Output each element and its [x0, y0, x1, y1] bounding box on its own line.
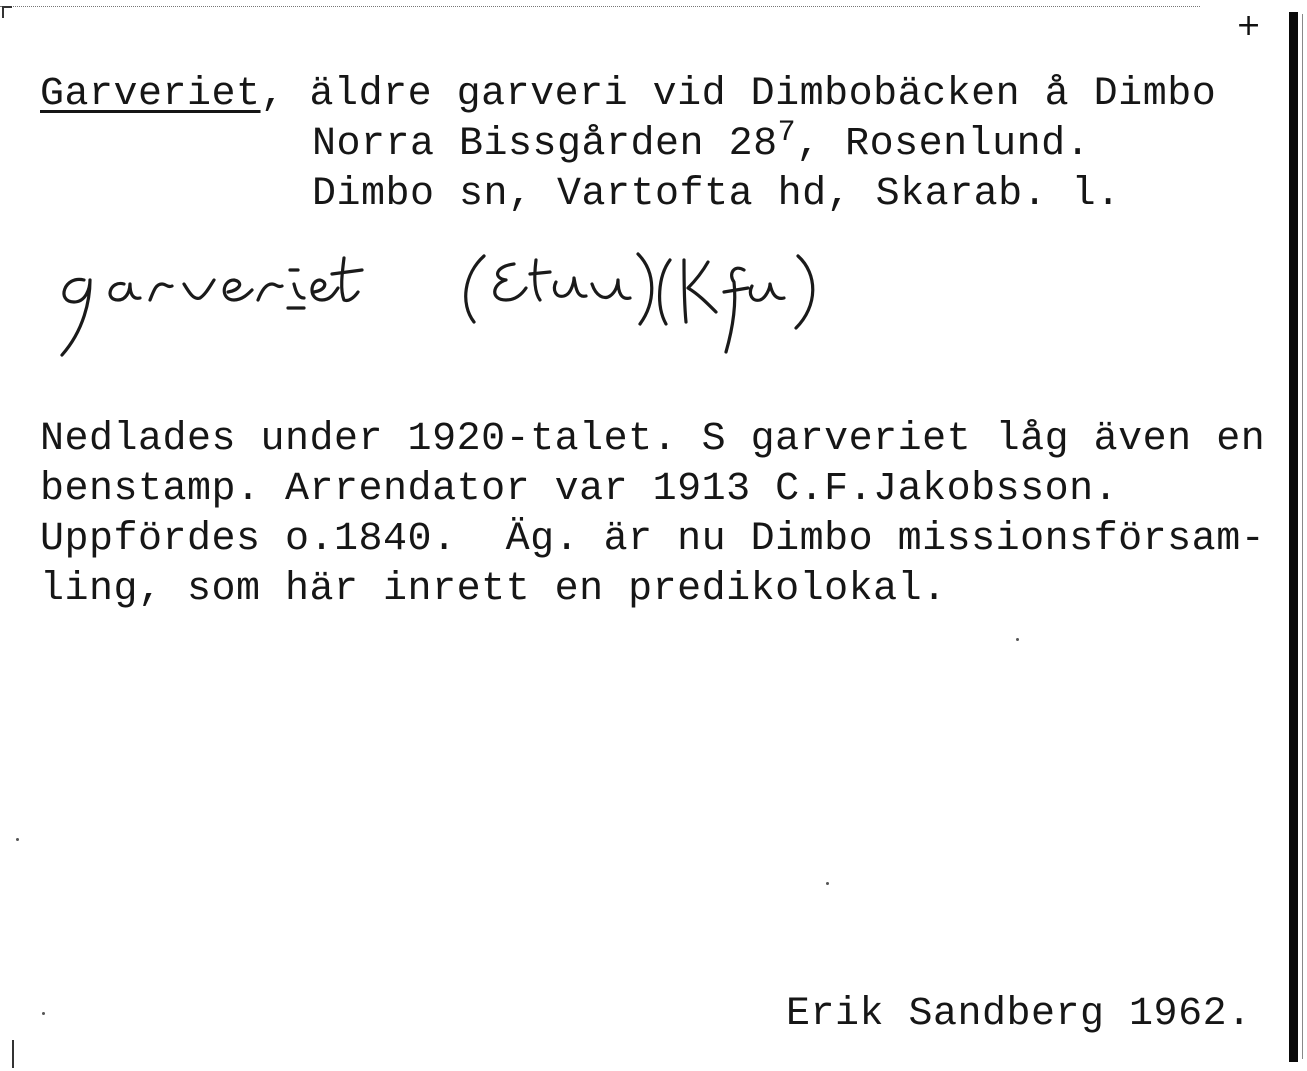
- heading-line-2: [312, 116, 1091, 172]
- heading-line-2-pre: Norra Bissgården 28: [312, 122, 778, 167]
- card-top-edge: [0, 6, 1200, 7]
- heading-line-1-rest: , äldre garveri vid Dimbobäcken å Dimbo: [260, 72, 1217, 117]
- body-line-4: ling, som här inrett en predikolokal.: [40, 567, 947, 612]
- dust-speck: [826, 882, 829, 885]
- corner-plus-mark: +: [1236, 8, 1262, 43]
- heading-line-1: [40, 70, 1216, 120]
- dust-speck: [1016, 638, 1019, 641]
- body-line-1: Nedlades under 1920-talet. S garveriet låg även en: [40, 417, 1266, 462]
- card-right-edge: [1289, 12, 1298, 1062]
- handwritten-annotation: [44, 240, 864, 370]
- dust-speck: [16, 838, 19, 841]
- heading-line-2-sup: 7: [777, 116, 797, 150]
- dust-speck: [42, 1012, 45, 1015]
- card-corner-edge: [2, 6, 12, 18]
- heading-line-3: Dimbo sn, Vartofta hd, Skarab. l.: [312, 172, 1121, 217]
- card-right-edge-shadow: [1302, 14, 1303, 1059]
- body-line-2: benstamp. Arrendator var 1913 C.F.Jakobsson.: [40, 467, 1119, 512]
- headword: Garveriet: [40, 72, 261, 117]
- signature: Erik Sandberg 1962.: [786, 992, 1252, 1037]
- heading-line-2-post: , Rosenlund.: [796, 122, 1091, 167]
- card-left-tick: [12, 1040, 14, 1068]
- body-line-3: Uppfördes o.1840. Äg. är nu Dimbo missionsförsam-: [40, 517, 1266, 562]
